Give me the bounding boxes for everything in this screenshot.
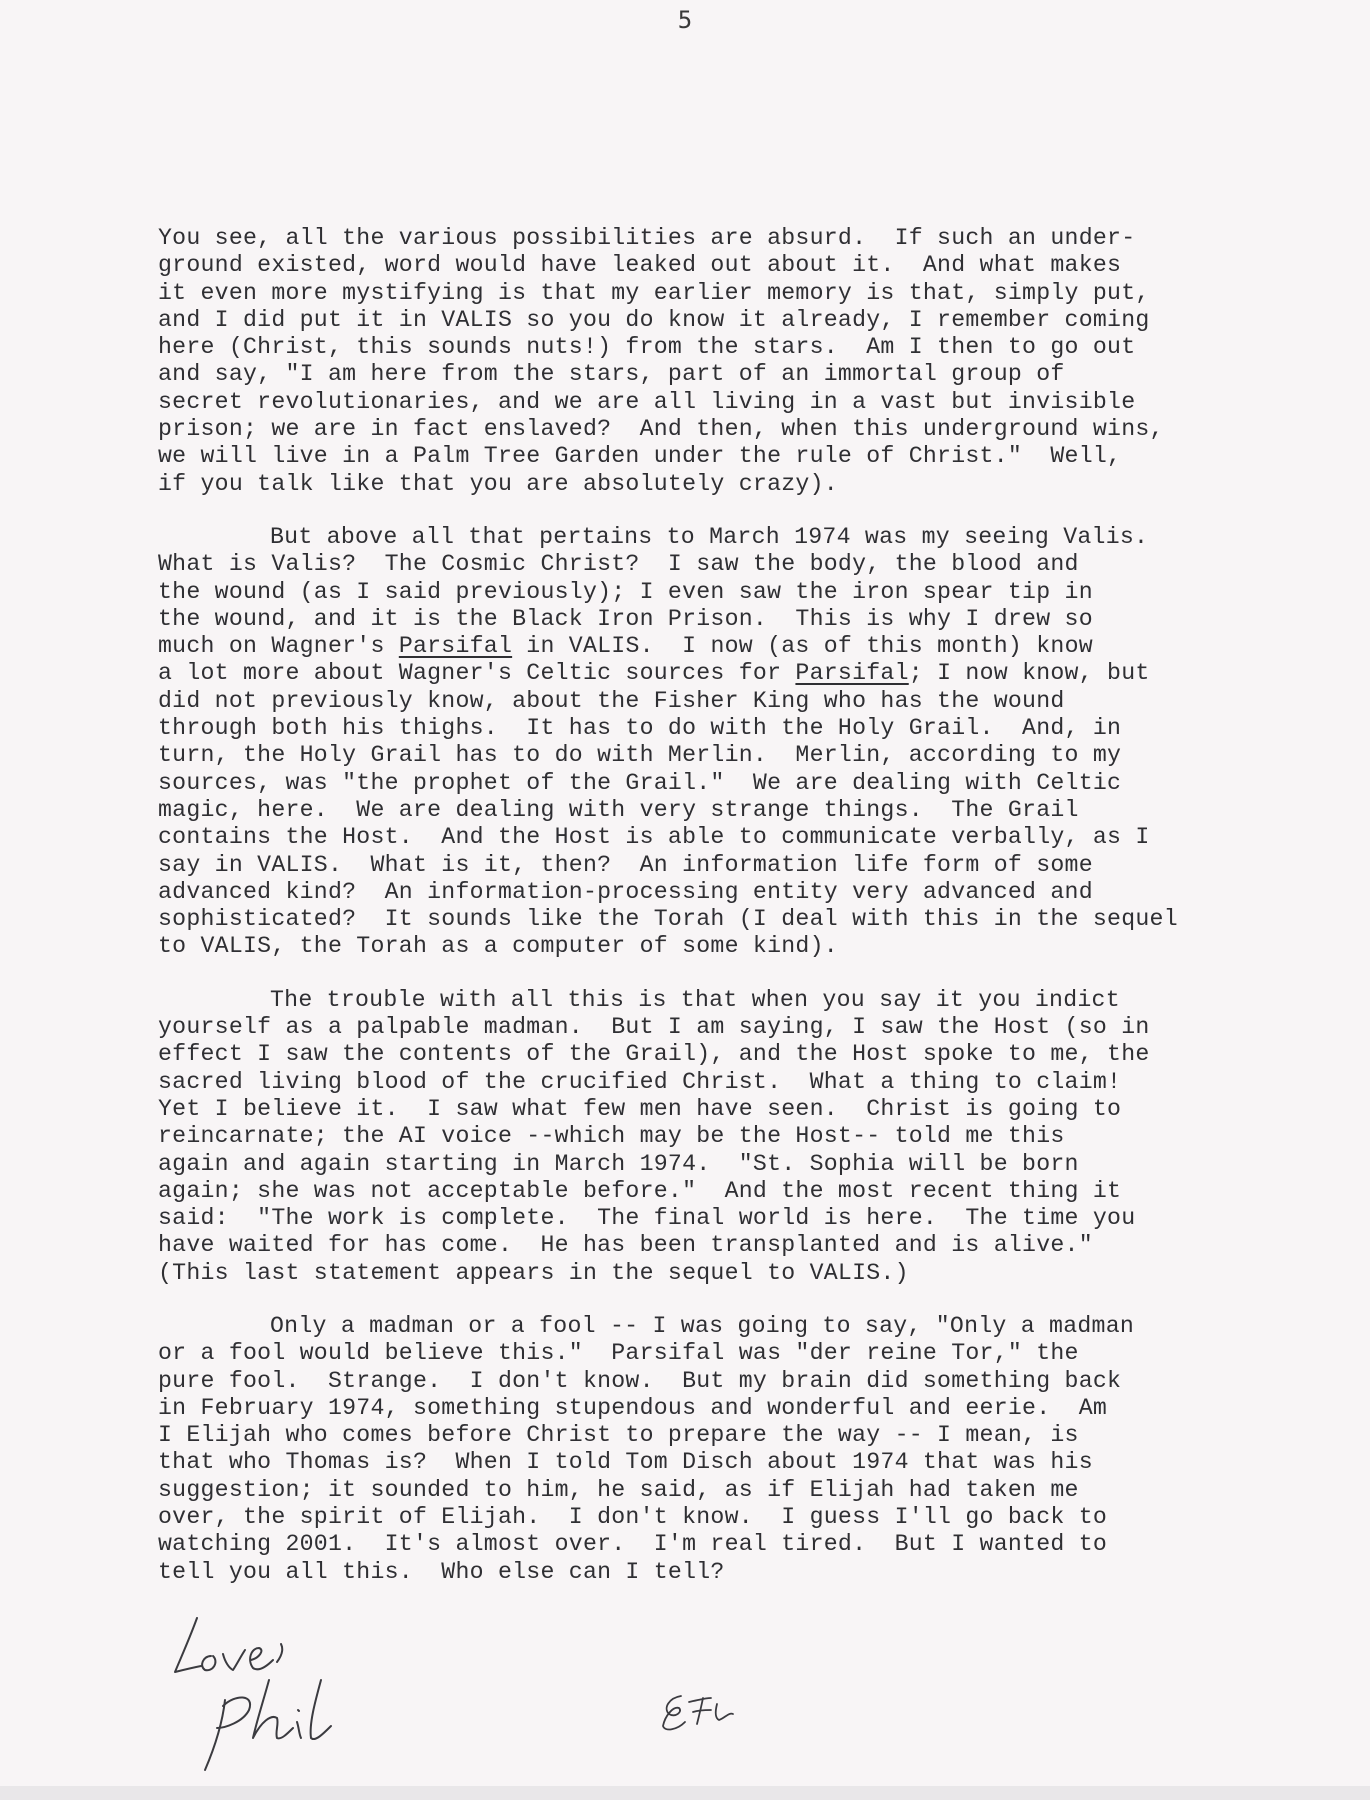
line-text: it even more mystifying is that my earlier memory is that, simply put, [158, 279, 1150, 306]
text-line [158, 933, 1358, 960]
text-line [158, 633, 1358, 660]
text-line [158, 852, 1358, 879]
text-line [158, 1260, 1358, 1287]
line-text: advanced kind? An information-processing entity very advanced and [158, 878, 1093, 905]
text-line [158, 742, 1358, 769]
text-line [158, 879, 1358, 906]
line-text: secret revolutionaries, and we are all living in a vast but invisible [158, 388, 1136, 415]
text-line [158, 1340, 1358, 1367]
line-text: that who Thomas is? When I told Tom Disch about 1974 that was his [158, 1449, 1093, 1476]
text-line [158, 524, 1358, 551]
line-text: a lot more about Wagner's Celtic sources for Parsifal; I now know, but [158, 660, 1150, 687]
line-text: we will live in a Palm Tree Garden under the rule of Christ." Well, [158, 443, 1122, 470]
text-line [158, 1205, 1358, 1232]
paragraph-gap [158, 961, 1358, 987]
text-line [158, 1477, 1358, 1504]
line-text: reincarnate; the AI voice --which may be the Host-- told me this [158, 1123, 1065, 1150]
text-line [158, 361, 1358, 388]
text-line [158, 471, 1358, 498]
text-line [158, 1096, 1358, 1123]
text-line [158, 906, 1358, 933]
text-line [158, 660, 1358, 687]
text-line [158, 824, 1358, 851]
text-line [158, 1368, 1358, 1395]
text-line [158, 551, 1358, 578]
line-text: You see, all the various possibilities are absurd. If such an under- [158, 225, 1136, 251]
text-line [158, 606, 1358, 633]
line-text: in February 1974, something stupendous and wonderful and eerie. Am [158, 1394, 1108, 1421]
text-line [158, 688, 1358, 715]
underlined-title: Parsifal [398, 633, 513, 660]
line-text: contains the Host. And the Host is able to communicate verbally, as I [158, 824, 1150, 851]
line-text: ground existed, word would have leaked out about it. And what makes [158, 252, 1122, 279]
line-text: and I did put it in VALIS so you do know it already, I remember coming [158, 306, 1150, 333]
text-line [158, 579, 1358, 606]
line-text: sources, was "the prophet of the Grail." We are dealing with Celtic [158, 769, 1122, 796]
line-text: But above all that pertains to March 1974 was my seeing Valis. [270, 523, 1149, 550]
signature-handwriting [165, 1610, 425, 1780]
line-text: or a fool would believe this." Parsifal was "der reine Tor," the [158, 1340, 1079, 1367]
line-text: the wound (as I said previously); I even saw the iron spear tip in [158, 578, 1093, 605]
line-text: Only a madman or a fool -- I was going to say, "Only a madman [270, 1312, 1135, 1339]
line-text: through both his thighs. It has to do with the Holy Grail. And, in [158, 715, 1122, 742]
text-line [158, 252, 1358, 279]
text-line [158, 1313, 1358, 1340]
paragraph-gap [158, 498, 1358, 524]
page-number: 5 [677, 6, 693, 34]
paragraph [158, 524, 1358, 961]
text-line [158, 987, 1358, 1014]
text-line [158, 1151, 1358, 1178]
line-text: again; she was not acceptable before." And the most recent thing it [158, 1177, 1122, 1204]
line-text: said: "The work is complete. The final world is here. The time you [158, 1205, 1136, 1232]
line-text: effect I saw the contents of the Grail), and the Host spoke to me, the [158, 1041, 1150, 1068]
line-text: have waited for has come. He has been transplanted and is alive." [158, 1232, 1093, 1259]
line-text: yourself as a palpable madman. But I am saying, I saw the Host (so in [158, 1014, 1150, 1041]
underlined-title: Parsifal [795, 660, 909, 687]
text-line [158, 1422, 1358, 1449]
text-line [158, 715, 1358, 742]
scan-edge [0, 1786, 1370, 1800]
text-line [158, 1559, 1358, 1586]
line-text: The trouble with all this is that when you say it you indict [270, 986, 1120, 1013]
text-line [158, 1178, 1358, 1205]
text-line [158, 1014, 1358, 1041]
line-text: the wound, and it is the Black Iron Prison. This is why I drew so [158, 605, 1093, 632]
paragraph-gap [158, 1287, 1358, 1313]
line-text: if you talk like that you are absolutely crazy). [158, 470, 838, 497]
text-line [158, 1069, 1358, 1096]
text-line [158, 1232, 1358, 1259]
line-text: I Elijah who comes before Christ to prepare the way -- I mean, is [158, 1422, 1079, 1449]
line-text: to VALIS, the Torah as a computer of some kind). [158, 933, 838, 960]
line-text: (This last statement appears in the sequel to VALIS.) [158, 1259, 909, 1286]
text-line [158, 225, 1358, 252]
text-line [158, 389, 1358, 416]
text-line [158, 1123, 1358, 1150]
paragraph [158, 225, 1358, 498]
line-text: again and again starting in March 1974. "St. Sophia will be born [158, 1150, 1079, 1177]
initials-mark [655, 1690, 745, 1740]
line-text: pure fool. Strange. I don't know. But my brain did something back [158, 1367, 1122, 1394]
line-text: sophisticated? It sounds like the Torah (I deal with this in the sequel [158, 906, 1178, 933]
text-line [158, 416, 1358, 443]
text-line [158, 1449, 1358, 1476]
line-text: Yet I believe it. I saw what few men have seen. Christ is going to [158, 1095, 1122, 1122]
line-text: say in VALIS. What is it, then? An information life form of some [158, 851, 1093, 878]
text-line [158, 1531, 1358, 1558]
paragraph [158, 1313, 1358, 1586]
letter-body [158, 225, 1358, 1586]
line-text: turn, the Holy Grail has to do with Merlin. Merlin, according to my [158, 742, 1122, 769]
line-text: and say, "I am here from the stars, part of an immortal group of [158, 361, 1065, 388]
text-line [158, 280, 1358, 307]
line-text: here (Christ, this sounds nuts!) from the stars. Am I then to go out [158, 334, 1136, 361]
line-text: tell you all this. Who else can I tell? [158, 1558, 725, 1585]
text-line [158, 334, 1358, 361]
text-line [158, 307, 1358, 334]
text-line [158, 1041, 1358, 1068]
paragraph [158, 987, 1358, 1287]
line-text: suggestion; it sounded to him, he said, as if Elijah had taken me [158, 1476, 1079, 1503]
line-text: watching 2001. It's almost over. I'm real tired. But I wanted to [158, 1531, 1108, 1558]
text-line [158, 1395, 1358, 1422]
line-text: did not previously know, about the Fisher King who has the wound [158, 687, 1065, 714]
text-line [158, 797, 1358, 824]
line-text: What is Valis? The Cosmic Christ? I saw the body, the blood and [158, 551, 1079, 578]
line-text: magic, here. We are dealing with very strange things. The Grail [158, 796, 1079, 823]
text-line [158, 770, 1358, 797]
line-text: much on Wagner's Parsifal in VALIS. I now (as of this month) know [158, 633, 1093, 660]
line-text: sacred living blood of the crucified Christ. What a thing to claim! [158, 1068, 1122, 1095]
text-line [158, 1504, 1358, 1531]
line-text: prison; we are in fact enslaved? And then, when this underground wins, [158, 416, 1164, 443]
text-line [158, 443, 1358, 470]
line-text: over, the spirit of Elijah. I don't know. I guess I'll go back to [158, 1504, 1108, 1531]
